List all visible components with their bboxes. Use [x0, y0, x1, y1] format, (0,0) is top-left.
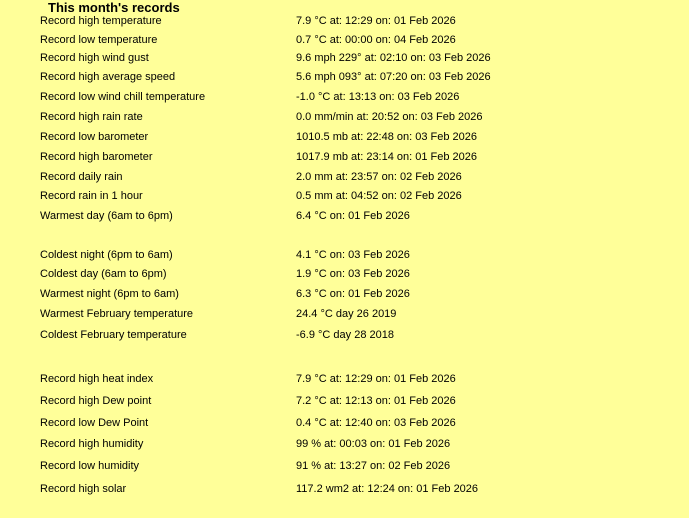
record-value: 1010.5 mb at: 22:48 on: 03 Feb 2026	[296, 131, 478, 143]
record-label: Record high wind gust	[40, 52, 149, 64]
record-row	[0, 268, 689, 284]
page-title: This month's records	[48, 0, 180, 15]
record-value: 99 % at: 00:03 on: 01 Feb 2026	[296, 438, 451, 450]
record-label: Record high temperature	[40, 15, 162, 27]
record-label: Record low wind chill temperature	[40, 91, 206, 103]
record-value: 7.9 °C at: 12:29 on: 01 Feb 2026	[296, 373, 456, 385]
record-value: 5.6 mph 093° at: 07:20 on: 03 Feb 2026	[296, 71, 491, 83]
record-label: Warmest day (6am to 6pm)	[40, 210, 173, 222]
record-row	[0, 460, 689, 476]
record-row	[0, 71, 689, 87]
record-label: Record low barometer	[40, 131, 149, 143]
record-row	[0, 131, 689, 147]
record-label: Coldest day (6am to 6pm)	[40, 268, 167, 280]
record-label: Record daily rain	[40, 171, 123, 183]
record-value: 24.4 °C day 26 2019	[296, 308, 397, 320]
record-value: 6.3 °C on: 01 Feb 2026	[296, 288, 410, 300]
record-row	[0, 438, 689, 454]
record-label: Record high heat index	[40, 373, 154, 385]
record-value: 1.9 °C on: 03 Feb 2026	[296, 268, 410, 280]
record-value: 9.6 mph 229° at: 02:10 on: 03 Feb 2026	[296, 52, 491, 64]
record-row	[0, 288, 689, 304]
record-value: 117.2 wm2 at: 12:24 on: 01 Feb 2026	[296, 483, 479, 495]
record-row	[0, 15, 689, 31]
record-label: Record high average speed	[40, 71, 176, 83]
record-row	[0, 151, 689, 167]
record-label: Record low temperature	[40, 34, 158, 46]
record-value: 0.0 mm/min at: 20:52 on: 03 Feb 2026	[296, 111, 483, 123]
record-value: 7.9 °C at: 12:29 on: 01 Feb 2026	[296, 15, 456, 27]
record-label: Coldest February temperature	[40, 329, 187, 341]
record-row	[0, 111, 689, 127]
record-row	[0, 308, 689, 324]
record-row	[0, 190, 689, 206]
record-row	[0, 417, 689, 433]
record-value: 4.1 °C on: 03 Feb 2026	[296, 249, 410, 261]
record-value: 1017.9 mb at: 23:14 on: 01 Feb 2026	[296, 151, 478, 163]
record-row	[0, 52, 689, 68]
record-value: 91 % at: 13:27 on: 02 Feb 2026	[296, 460, 451, 472]
record-label: Record low humidity	[40, 460, 140, 472]
record-row	[0, 34, 689, 50]
record-row	[0, 395, 689, 411]
record-value: 0.7 °C at: 00:00 on: 04 Feb 2026	[296, 34, 456, 46]
record-row	[0, 171, 689, 187]
record-value: 6.4 °C on: 01 Feb 2026	[296, 210, 410, 222]
record-label: Record high barometer	[40, 151, 153, 163]
record-label: Record high solar	[40, 483, 127, 495]
record-label: Warmest night (6pm to 6am)	[40, 288, 179, 300]
record-value: 0.4 °C at: 12:40 on: 03 Feb 2026	[296, 417, 456, 429]
record-label: Record high humidity	[40, 438, 144, 450]
record-row	[0, 91, 689, 107]
record-row	[0, 483, 689, 499]
record-row	[0, 373, 689, 389]
record-value: 0.5 mm at: 04:52 on: 02 Feb 2026	[296, 190, 462, 202]
record-value: 2.0 mm at: 23:57 on: 02 Feb 2026	[296, 171, 462, 183]
record-label: Coldest night (6pm to 6am)	[40, 249, 173, 261]
record-value: -1.0 °C at: 13:13 on: 03 Feb 2026	[296, 91, 460, 103]
record-label: Warmest February temperature	[40, 308, 194, 320]
record-label: Record low Dew Point	[40, 417, 149, 429]
record-row	[0, 329, 689, 345]
record-label: Record rain in 1 hour	[40, 190, 143, 202]
record-label: Record high Dew point	[40, 395, 152, 407]
record-row	[0, 210, 689, 226]
record-label: Record high rain rate	[40, 111, 143, 123]
record-value: -6.9 °C day 28 2018	[296, 329, 394, 341]
record-row	[0, 249, 689, 265]
record-value: 7.2 °C at: 12:13 on: 01 Feb 2026	[296, 395, 456, 407]
